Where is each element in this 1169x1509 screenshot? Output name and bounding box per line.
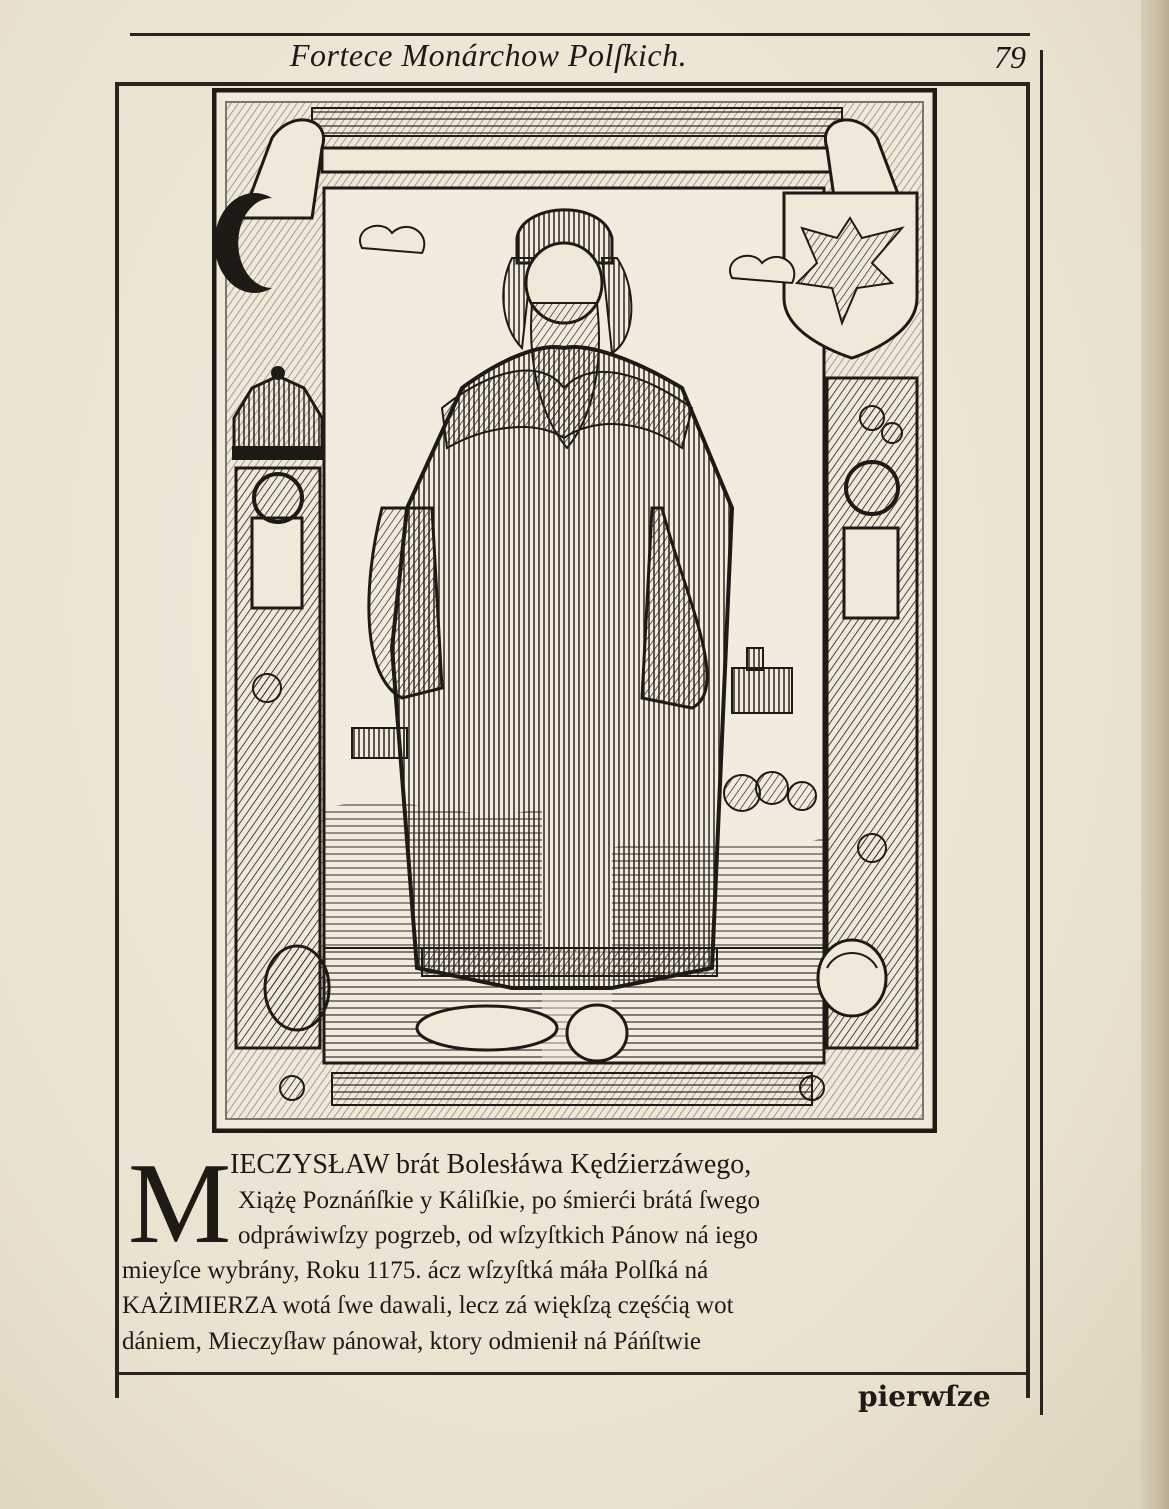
text-line-1: IECZYSŁAW brát Bolesłáwa Kędźierzáwego,: [230, 1149, 752, 1180]
eagle-shield-icon: [784, 193, 917, 358]
text-line-3: odpráwiwſzy pogrzeb, od wſzyſtkich Pánow ná iego: [238, 1222, 759, 1249]
drop-cap: M: [128, 1140, 232, 1268]
woodcut-portrait: [212, 88, 937, 1133]
text-line-2: Xiążę Poznáńſkie y Káliſkie, po śmierći brátá ſwego: [238, 1187, 761, 1214]
frame-outer-right-rule: [1040, 50, 1043, 1415]
frame-bottom-rule: [115, 1372, 1030, 1375]
cherub-head-icon: [818, 940, 886, 1016]
catchword: pierwſze: [858, 1380, 991, 1413]
head-rule: [130, 33, 1030, 36]
page-edge: [1141, 0, 1169, 1509]
frame-right-rule: [1026, 86, 1030, 1398]
frame-top-rule: [115, 82, 1030, 86]
running-title: Fortece Monárchow Polſkich.: [290, 37, 688, 73]
text-line-4: mieyſce wybrány, Roku 1175. ácz wſzyſtká máła Polſká ná: [122, 1257, 709, 1284]
grotesque-mask-icon: [265, 946, 329, 1030]
frame-left-rule: [115, 86, 119, 1398]
text-line-5: KAŻIMIERZA wotá ſwe dawali, lecz zá więkſzą częśćią wot: [122, 1292, 734, 1319]
text-line-6: dániem, Mieczyſław pánował, ktory odmienił ná Páńſtwie: [122, 1328, 702, 1355]
running-head: [130, 25, 1040, 75]
body-text: [120, 1140, 1025, 1367]
page-number: 79: [994, 39, 1026, 75]
